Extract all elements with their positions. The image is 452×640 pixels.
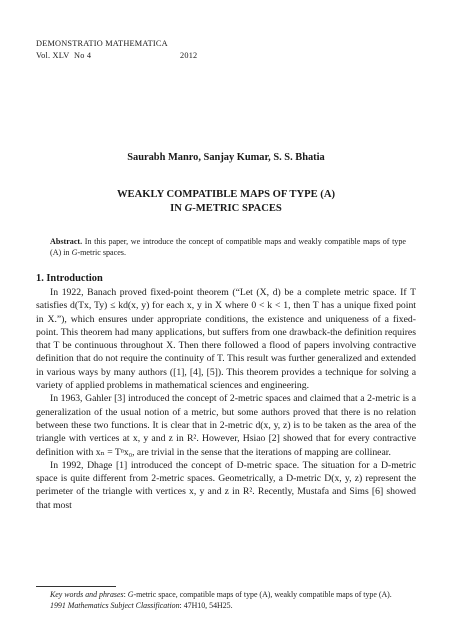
journal-number: No 4 [74,51,92,60]
paragraph-2: In 1963, Gahler [3] introduced the concept of 2-metric spaces and claimed that a 2-metric is a generalization of the usual notion of a metric, but some authors proved that there is no relation between these two functions. It is clear that in 2-metric d(x, y, z) is to be taken as the area of the triangle with vertices at x, y and z in R². However, Hsiao [2] showed that for every contractive definition with xₙ = Tⁿx₀, are trivial in the sense that the iterations of mapping are collinear. [36,393,416,458]
footnote-divider [36,586,116,587]
footnote-msc [36,601,416,612]
abstract-label: Abstract. [50,237,83,246]
journal-year: 2012 [180,51,198,60]
title-line-2-em: G [184,203,193,214]
footnote-keywords [36,590,416,601]
abstract [50,236,406,259]
keywords-label: Key words and phrases [50,590,124,599]
section-heading: 1. Introduction [36,273,103,284]
journal-issue-line [36,50,197,62]
paper-title [0,188,452,216]
abstract-text-pre: In this paper, we introduce the concept of compatible maps and weakly compatible maps of type (A) in [50,237,406,258]
paragraph-3: In 1992, Dhage [1] introduced the concept of D-metric space. The situation for a D-metric space is quite different from 2-metric spaces. Geometrically, a D-metric D(x, y, z) represent the perimeter of the triangle with vertices x, y and z in R². Recently, Mustafa and Sims [6] showed that most [36,459,416,511]
paper-authors: Saurabh Manro, Sanjay Kumar, S. S. Bhatia [127,152,325,163]
msc-label: 1991 Mathematics Subject Classification [50,600,180,610]
title-line-2-post: -METRIC SPACES [192,203,282,214]
keywords-em: G [127,590,134,599]
abstract-text-post: -metric spaces. [77,248,126,258]
body-text [36,286,416,512]
title-line-1: WEAKLY COMPATIBLE MAPS OF TYPE (A) [116,189,336,200]
title-line-2 [0,202,452,216]
journal-volume: Vol. XLV [36,51,70,60]
keywords-text: -metric space, compatible maps of type (A), weakly compatible maps of type (A). [133,590,392,599]
paragraph-1: In 1922, Banach proved fixed-point theorem (“Let (X, d) be a complete metric space. If T satisfies d(Tx, Ty) ≤ kd(x, y) for each x, y in X where 0 < k < 1, then T has a unique fixed point in X.”), which ensures under appropriate conditions, the existence and uniqueness of a fixed-point. This theorem had many applications, but suffers from one drawback-the definition requires that T be continuous throughout X. Then there followed a flood of papers involving contractive definition that do not require the continuity of T. This result was further generalized and extended in various ways by many authors ([1], [4], [5]). This theorem provides a technique for solving a variety of applied problems in mathematical sciences and engineering. [36,287,416,392]
journal-header [36,38,197,62]
abstract-text-em: G [71,248,78,258]
journal-name: DEMONSTRATIO MATHEMATICA [36,39,168,48]
title-line-2-pre: IN [170,203,185,214]
keywords-sep: : [123,590,128,599]
msc-text: : 47H10, 54H25. [179,600,233,610]
footnote [36,590,416,611]
